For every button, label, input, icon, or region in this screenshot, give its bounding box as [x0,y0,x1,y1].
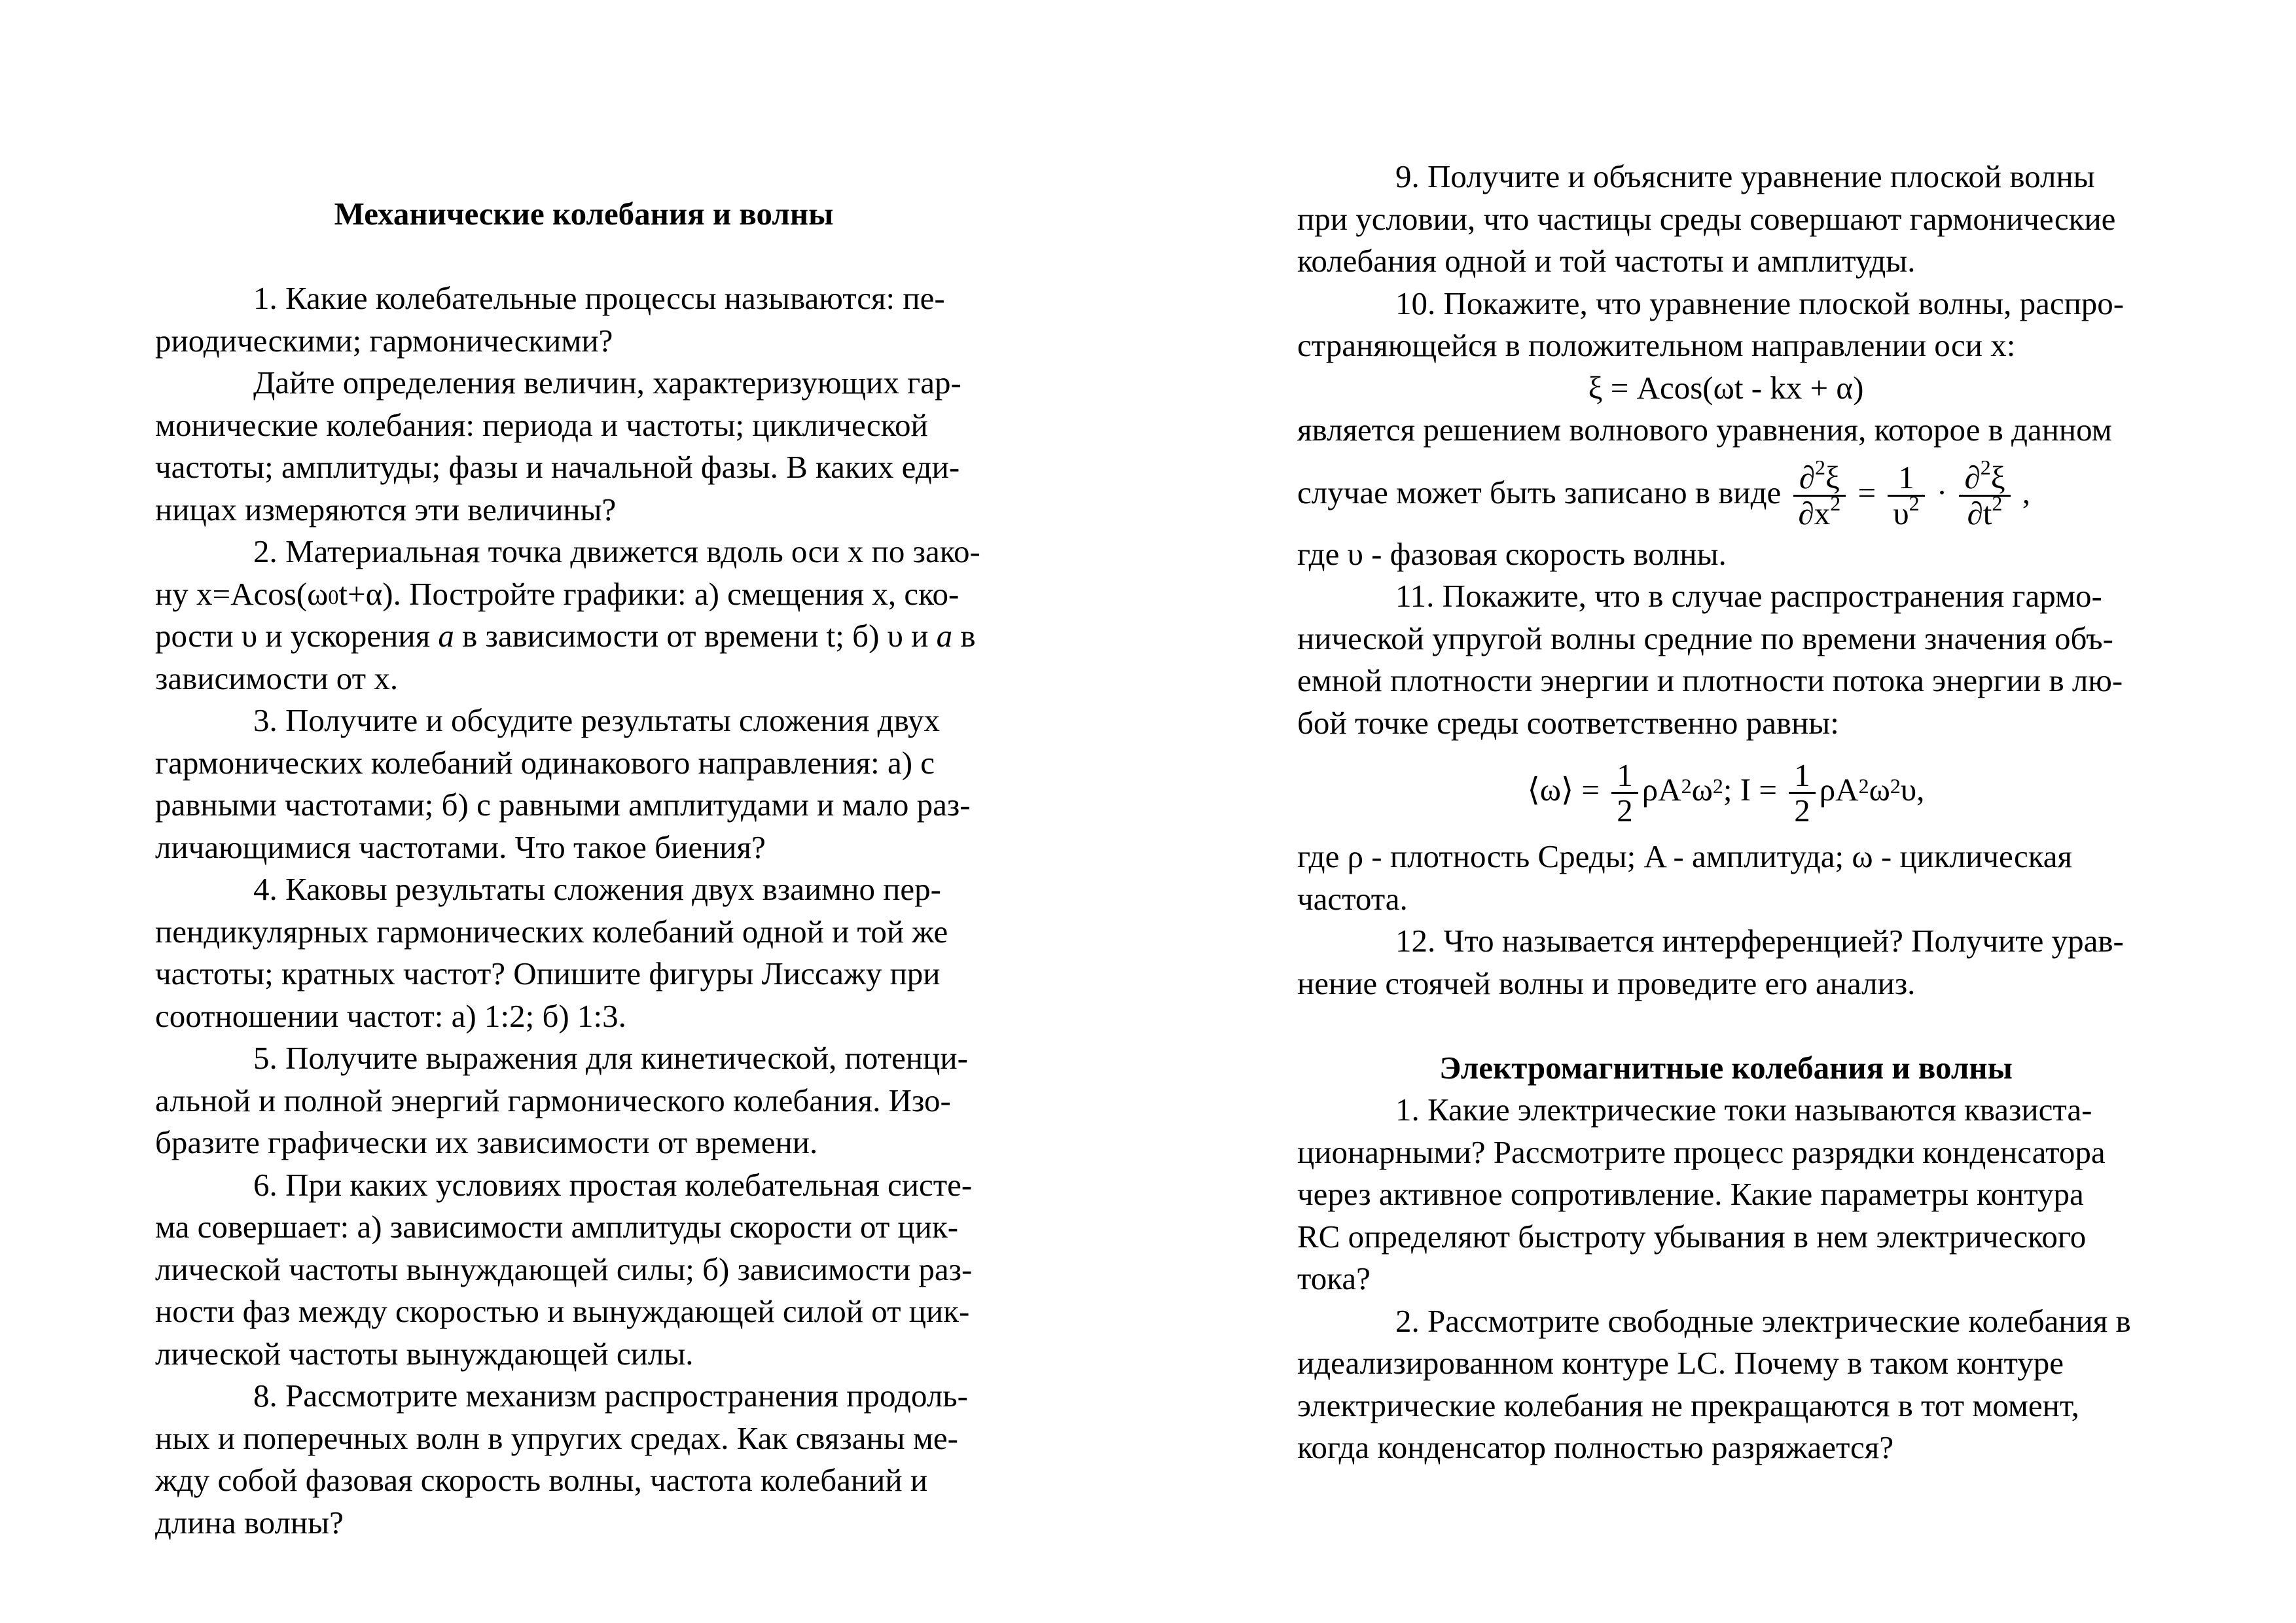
em-question-1: 1. Какие электрические токи называются квазиста- ционарными? Рассмотрите процесс разрядки конденсатора через активное сопротивление. Какие параметры контура RC определяют быстроту убывания в нем электрического тока? [1297,1092,2106,1296]
question-1: 1. Какие колебательные процессы называются: пе- риодическими; гармоническими? [155,280,945,359]
em-question-2: 2. Рассмотрите свободные электрические колебания в идеализированном контуре LC. Почему в таком контуре электрические колебания не прекращаются в тот момент, когда конденсатор полностью разряжается? [1297,1302,2131,1465]
section-heading-electromagnetic: Электромагнитные колебания и волны [1439,1049,2013,1086]
left-column [155,193,1013,1544]
energy-equation: ⟨ω⟩ = $\frac{1}{2}$ $\rho A^2\omega^2$; I = $\frac{1}{2}$ $\rho A^2\omega^2\upsilon$, [1527,757,1925,829]
question-9: 9. Получите и объясните уравнение плоской волны при условии, что частицы среды совершают гармонические колебания одной и той частоты и амплитуды. [1297,158,2116,279]
question-6: 6. При каких условиях простая колебательная систе- ма совершает: а) зависимости амплитуды скорости от цик- лической частоты вынуждающей силы; б) зависимости раз- ности фаз между скоростью и вынуждающей силой от цик- лической частоты вынуждающей силы. [155,1166,973,1372]
question-10: 10. Покажите, что уравнение плоской волны, распро- страняющейся в положительном направлении оси x: ξ = Acos(ωt - kx + α) является решением волнового уравнения, которое в данном случае может быть записано в виде $\frac{\partial^2\xi}{\partial x^2}$ = $\frac{1}{\upsilon^2}$ · $\frac{\partial^2\xi}{\partial t^2}$ , где υ - фазовая скорость волны. [1297,283,2155,576]
wave-equation-line: случае может быть записано в виде $\frac{\partial^2\xi}{\partial x^2}$ = $\frac{1}{\upsilon^2}$ · $\frac{\partial^2\xi}{\partial t^2}$ , [1297,455,2031,531]
wave-eq-mid-fraction: $\frac{1}{\upsilon^2}$ [1888,461,1924,530]
question-4: 4. Каковы результаты сложения двух взаимно пер- пендикулярных гармонических колебаний одной и той же частоты; кратных частот? Опишите фигуры Лиссажу при соотношении частот: а) 1:2; б) 1:3. [155,871,948,1034]
section-heading-mechanical: Механические колебания и волны [334,196,834,232]
question-3: 3. Получите и обсудите результаты сложения двух гармонических колебаний одинакового направления: а) с равными частотами; б) с равными амплитудами и мало раз- личающимися частотами. Что такое биения? [155,702,971,865]
question-8: 8. Рассмотрите механизм распространения продоль- ных и поперечных волн в упругих средах. Как связаны ме- жду собой фазовая скорость волны, частота колебаний и длина волны? [155,1378,968,1541]
wave-eq-lhs-fraction: $\frac{\partial^2\xi}{\partial x^2}$ [1793,461,1846,530]
question-12: 12. Что называется интерференцией? Получите урав- нение стоячей волны и проведите его анализ. [1297,923,2124,1001]
right-column [1297,156,2155,1469]
question-2: 2. Материальная точка движется вдоль оси x по зако- ну x=Acos(ω0t+α). Постройте графики: а) смещения x, ско- рости υ и ускорения a в зависимости от времени t; б) υ и a в зависимости от x. [155,533,980,696]
question-11: 11. Покажите, что в случае распространения гармо- нической упругой волны средние по времени значения объ- емной плотности энергии и плотности потока энергии в лю- бой точке среды соответственно равны: ⟨ω⟩ = $\frac{1}{2}$ $\rho A^2\omega^2$; I = $\frac{1}{2}$ $\rho A^2\omega^2\upsilon$, где ρ - плотность Среды; A - амплитуда; ω - циклическая частота. [1297,575,2155,920]
question-1-definitions: Дайте определения величин, характеризующих гар- монические колебания: периода и частоты; циклической частоты; амплитуды; фазы и начальной фазы. В каких еди- ницах измеряются эти величины? [155,365,961,527]
plane-wave-equation: ξ = Acos(ωt - kx + α) [1588,369,1864,406]
wave-eq-rhs-fraction: $\frac{\partial^2\xi}{\partial t^2}$ [1959,461,2010,530]
question-5: 5. Получите выражения для кинетической, потенци- альной и полной энергий гармонического колебания. Изо- бразите графически их зависимости от времени. [155,1040,968,1160]
